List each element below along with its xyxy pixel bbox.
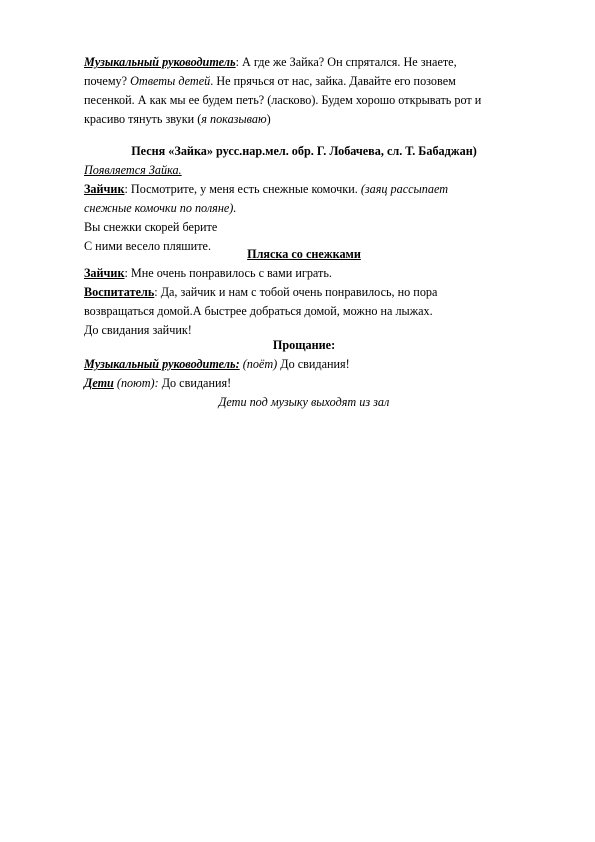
song-title: Песня «Зайка» русс.нар.мел. обр. Г. Лобачева, сл. Т. Бабаджан) [131, 144, 477, 158]
director-goodbye: До свидания! [277, 357, 350, 371]
verse-line-1: Вы снежки скорей берите [84, 220, 218, 234]
dance-hare-line [84, 264, 524, 283]
dance-hare-text: : Мне очень понравилось с вами играть. [124, 266, 332, 280]
farewell-director-line [84, 355, 524, 374]
dance-title: Пляска со снежками [247, 247, 361, 261]
speaker-children: Дети [84, 376, 114, 390]
song-section [84, 142, 524, 256]
intro-line-4 [84, 110, 524, 129]
intro-line-2 [84, 72, 524, 91]
exit-stage-note: Дети под музыку выходят из зал [218, 395, 390, 409]
speaker-hare: Зайчик [84, 182, 125, 196]
farewell-title: Прощание: [272, 338, 336, 352]
speaker-music-director: Музыкальный руководитель [84, 55, 236, 69]
speaker-music-director-2: Музыкальный руководитель: [84, 357, 240, 371]
intro-text-1: : А где же Зайка? Он спрятался. Не знаете, [235, 55, 457, 69]
showing-note: я показываю [201, 112, 267, 126]
children-sing-note: (поют): [113, 376, 159, 390]
teacher-line-2: возвращаться домой.А быстрее добраться домой, можно на лыжах. [84, 304, 433, 318]
intro-text-2c: . Не прячься от нас, зайка. Давайте его позовем [210, 74, 456, 88]
hare-text: : Посмотрите, у меня есть снежные комочки. [124, 182, 361, 196]
verse-line-2: С ними весело пляшите. [84, 239, 211, 253]
intro-line-3: песенкой. А как мы ее будем петь? (ласково). Будем хорошо открывать рот и [84, 93, 482, 107]
hare-stage-note-1: (заяц рассыпает [360, 182, 449, 196]
teacher-text-1: : Да, зайчик и нам с тобой очень понравилось, но пора [154, 285, 438, 299]
dance-section [84, 245, 524, 340]
speaker-hare-2: Зайчик [84, 266, 125, 280]
farewell-children-line [84, 374, 524, 393]
hare-appears-note: Появляется Зайка. [84, 163, 182, 177]
intro-text-2a: почему? [84, 74, 131, 88]
sings-note: (поёт) [239, 357, 278, 371]
speaker-teacher: Воспитатель [84, 285, 155, 299]
intro-text-4a: красиво тянуть звуки ( [84, 112, 202, 126]
teacher-line-3: До свидания зайчик! [84, 323, 192, 337]
hare-line-1 [84, 180, 524, 199]
children-goodbye: До свидания! [158, 376, 232, 390]
intro-line-1 [84, 53, 524, 72]
children-answers-note: Ответы детей [130, 74, 211, 88]
hare-stage-note-2: снежные комочки по поляне). [84, 201, 237, 215]
teacher-line-1 [84, 283, 524, 302]
farewell-section [84, 336, 524, 412]
intro-paragraph [84, 53, 524, 129]
intro-text-4c: ) [266, 112, 271, 126]
